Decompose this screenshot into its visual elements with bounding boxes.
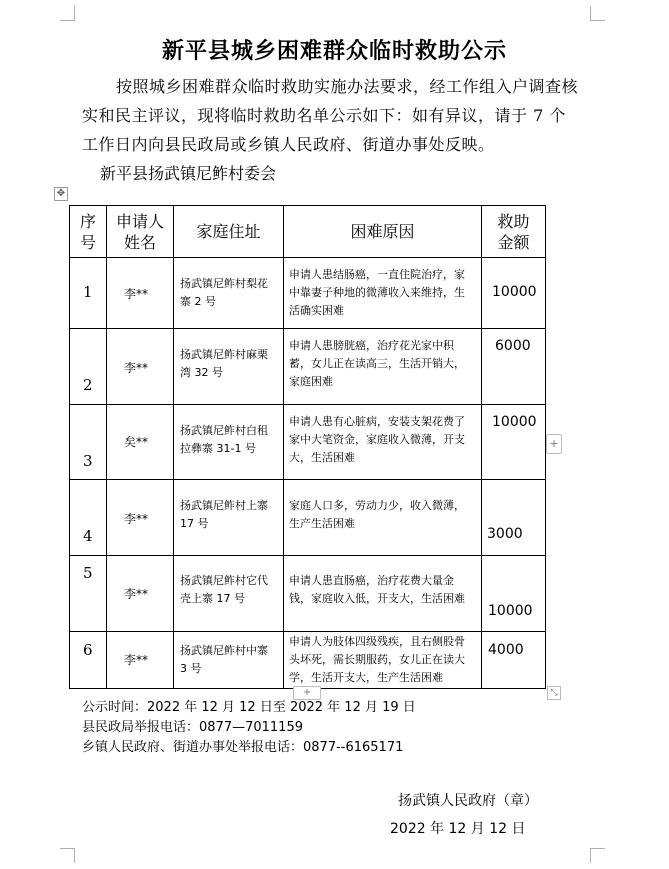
- reason-line: 大，生活困难: [289, 451, 355, 464]
- reason-line: 蓄，女儿正在读高三，生活开销大，: [289, 357, 465, 370]
- header-no: [70, 206, 107, 258]
- intro-paragraph: 按照城乡困难群众临时救助实施办法要求，经工作组入户调查核实和民主评议，现将临时救助名单公示如下：如有异议，请于 7 个工作日内向县民政局或乡镇人民政府、街道办事处反映。: [82, 77, 579, 154]
- reason-text: [289, 266, 465, 320]
- reason-line: 申请人患结肠癌，一直住院治疗，家: [289, 268, 465, 281]
- table-row: [70, 329, 546, 405]
- row-no: 6: [83, 641, 93, 659]
- row-reason-cell: [284, 480, 482, 556]
- relief-amount: 4000: [488, 642, 524, 658]
- page-corner-mark: [590, 6, 605, 21]
- header-name: [107, 206, 174, 258]
- header-name-line: 姓名: [123, 232, 156, 252]
- address-line: 壳上寨 17 号: [180, 592, 245, 605]
- table-row: [70, 556, 546, 632]
- add-row-icon[interactable]: +: [293, 686, 321, 700]
- address-line: 扬武镇尼鲊村白租: [180, 424, 268, 437]
- row-address-cell: [174, 556, 284, 632]
- reason-line: 学，生活开支大，生产生活困难: [289, 671, 443, 684]
- issue-date: 2022 年 12 月 12 日: [390, 821, 526, 837]
- relief-amount: 10000: [492, 284, 537, 300]
- applicant-name: 李**: [124, 587, 149, 601]
- row-no-cell: [70, 258, 107, 329]
- row-reason-cell: [284, 405, 482, 480]
- county-hotline: 县民政局举报电话：0877—7011159: [82, 720, 303, 735]
- applicant-name: 矣**: [124, 435, 149, 449]
- relief-table: [69, 205, 546, 689]
- reason-line: 申请人患膀胱癌，治疗花光家中积: [289, 339, 454, 352]
- row-address-cell: [174, 405, 284, 480]
- row-no: 1: [83, 283, 93, 301]
- reason-line: 申请人患有心脏病，安装支架花费了: [289, 415, 465, 428]
- reason-line: 钱，家庭收入低，开支大，生活困难: [289, 592, 465, 605]
- reason-line: 家庭困难: [289, 375, 333, 388]
- reason-line: 家庭人口多，劳动力少，收入微薄，: [289, 499, 465, 512]
- row-no: 5: [83, 564, 93, 582]
- header-amount: [482, 206, 546, 258]
- address-line: 湾 32 号: [180, 366, 223, 379]
- relief-amount: 3000: [487, 526, 523, 542]
- table-row: [70, 405, 546, 480]
- table-resize-icon[interactable]: ⤡: [547, 686, 561, 700]
- row-amount-cell: [482, 556, 546, 632]
- row-amount-cell: [482, 329, 546, 405]
- row-no: 2: [83, 376, 93, 394]
- row-name-cell: [107, 405, 174, 480]
- reason-text: [289, 337, 465, 391]
- address-line: 扬武镇尼鲊村麻栗: [180, 348, 268, 361]
- row-amount-cell: [482, 258, 546, 329]
- row-name-cell: [107, 556, 174, 632]
- row-no-cell: [70, 329, 107, 405]
- address-line: 扬武镇尼鲊村梨花: [180, 277, 268, 290]
- header-address: 家庭住址: [174, 206, 284, 258]
- row-name-cell: [107, 258, 174, 329]
- row-name-cell: [107, 480, 174, 556]
- reason-text: [289, 572, 465, 608]
- address-line: 扬武镇尼鲊村上寨: [180, 499, 268, 512]
- row-no-cell: [70, 405, 107, 480]
- issuer-seal-text: 扬武镇人民政府（章）: [398, 793, 538, 809]
- page-corner-mark: [60, 848, 75, 863]
- address-text: [180, 497, 268, 533]
- row-name-cell: [107, 329, 174, 405]
- applicant-name: 李**: [124, 361, 149, 375]
- relief-amount: 6000: [495, 338, 531, 354]
- relief-amount: 10000: [492, 414, 537, 430]
- row-amount-cell: [482, 405, 546, 480]
- page-corner-mark: [590, 848, 605, 863]
- applicant-name: 李**: [124, 653, 149, 667]
- reason-text: [289, 633, 465, 687]
- document-title: 新平县城乡困难群众临时救助公示: [161, 38, 507, 64]
- publicity-period: 公示时间：2022 年 12 月 12 日至 2022 年 12 月 19 日: [82, 700, 416, 715]
- row-reason-cell: [284, 556, 482, 632]
- row-no: 4: [83, 527, 93, 545]
- table-row: [70, 632, 546, 689]
- header-name-line: 申请人: [115, 211, 164, 231]
- header-amount-line: 救助: [497, 211, 530, 231]
- committee-name: 新平县扬武镇尼鲊村委会: [100, 164, 277, 183]
- row-no-cell: [70, 556, 107, 632]
- row-reason-cell: [284, 632, 482, 689]
- row-name-cell: [107, 632, 174, 689]
- reason-line: 家中大笔资金，家庭收入微薄，开支: [289, 433, 465, 446]
- row-no-cell: [70, 480, 107, 556]
- address-text: [180, 422, 268, 458]
- reason-line: 中靠妻子种地的微薄收入来维持，生: [289, 286, 465, 299]
- address-line: 17 号: [180, 517, 209, 530]
- row-amount-cell: [482, 632, 546, 689]
- reason-line: 头坏死，需长期服药，女儿正在读大: [289, 653, 465, 666]
- reason-line: 申请人患直肠癌，治疗花费大量金: [289, 574, 454, 587]
- town-hotline: 乡镇人民政府、街道办事处举报电话：0877--6165171: [82, 740, 404, 755]
- table-row: [70, 480, 546, 556]
- row-reason-cell: [284, 329, 482, 405]
- address-text: [180, 572, 268, 608]
- row-address-cell: [174, 258, 284, 329]
- table-move-icon[interactable]: ✥: [54, 187, 68, 201]
- address-line: 拉彝寨 31-1 号: [180, 442, 256, 455]
- add-column-icon[interactable]: +: [546, 434, 562, 454]
- row-no: 3: [83, 452, 93, 470]
- table-row: [70, 258, 546, 329]
- address-line: 3 号: [180, 662, 202, 675]
- table-header-row: [70, 206, 546, 258]
- header-reason: 困难原因: [284, 206, 482, 258]
- page-corner-mark: [60, 6, 75, 21]
- row-address-cell: [174, 329, 284, 405]
- address-line: 寨 2 号: [180, 295, 216, 308]
- applicant-name: 李**: [124, 512, 149, 526]
- address-text: [180, 346, 268, 382]
- row-address-cell: [174, 632, 284, 689]
- header-amount-line: 金额: [497, 232, 530, 252]
- address-text: [180, 275, 268, 311]
- reason-line: 申请人为肢体四级残疾，且右侧股骨: [289, 635, 465, 648]
- row-amount-cell: [482, 480, 546, 556]
- address-line: 扬武镇尼鲊村中寨: [180, 644, 268, 657]
- row-reason-cell: [284, 258, 482, 329]
- header-no-line: 号: [79, 232, 96, 252]
- reason-text: [289, 413, 465, 467]
- row-no-cell: [70, 632, 107, 689]
- address-line: 扬武镇尼鲊村它代: [180, 574, 268, 587]
- address-text: [180, 642, 268, 678]
- reason-line: 活确实困难: [289, 304, 344, 317]
- relief-amount: 10000: [488, 603, 533, 619]
- applicant-name: 李**: [124, 287, 149, 301]
- reason-text: [289, 497, 465, 533]
- reason-line: 生产生活困难: [289, 517, 355, 530]
- row-address-cell: [174, 480, 284, 556]
- header-no-line: 序: [79, 211, 96, 231]
